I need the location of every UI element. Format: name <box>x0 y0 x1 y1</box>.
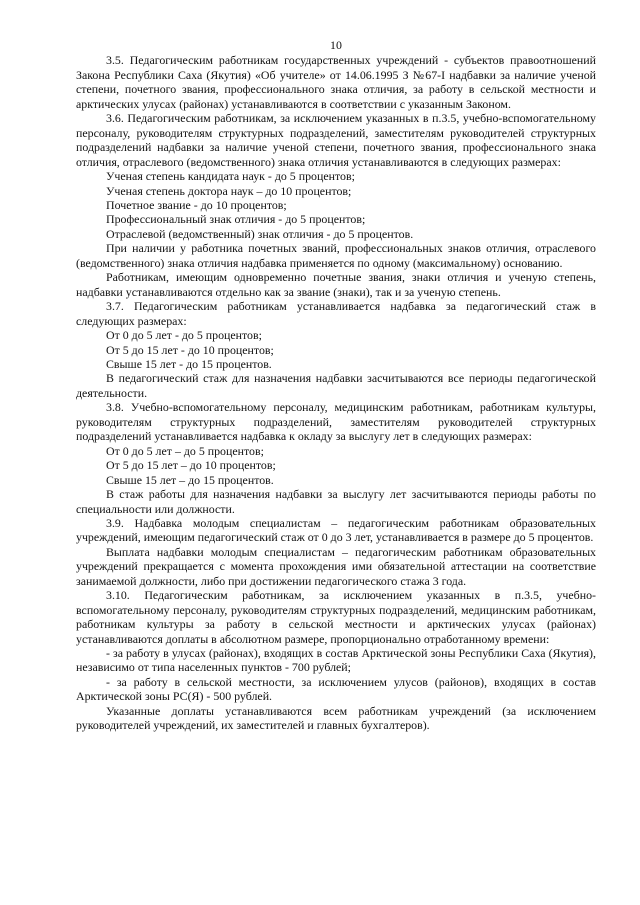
list-item-honorary-title: Почетное звание - до 10 процентов; <box>106 197 287 212</box>
list-item-ped-stage-0-5: От 0 до 5 лет - до 5 процентов; <box>106 328 262 343</box>
list-item-ped-stage-5-15: От 5 до 15 лет - до 10 процентов; <box>106 342 274 357</box>
paragraph-3-9: 3.9. Надбавка молодым специалистам – педагогическим работникам образовательных учреждений, имеющим педагогический стаж от 0 до 3 лет, устанавливается в размере до 5 процентов. <box>76 515 596 545</box>
list-item-professional-badge: Профессиональный знак отличия - до 5 процентов; <box>106 212 366 227</box>
paragraph-3-5: 3.5. Педагогическим работникам государственных учреждений - субъектов правоотношений Закона Республики Саха (Якутия) «Об учителе» от 14.06.1995 З №67-I надбавки за наличие ученой степени, почетного звания, профессионального знака отличия, за работу в сельской местности и арктических улусах (районах) устанавливаются в соответствии с указанным Законом. <box>76 53 596 111</box>
paragraph-3-10: 3.10. Педагогическим работникам, за исключением указанных в п.3.5, учебно-вспомогательному персоналу, руководителям структурных подразделений, медицинским работникам, работникам культуры за работу в сельской местности и арктических улусах (районах) устанавливаются доплаты в абсолютном размере, пропорционально отработанному времени: <box>76 588 596 646</box>
list-item-doctor-degree: Ученая степень доктора наук – до 10 процентов; <box>106 183 352 198</box>
paragraph-3-6: 3.6. Педагогическим работникам, за исключением указанных в п.3.5, учебно-вспомогательному персоналу, руководителям структурных подразделений, заместителям руководителей структурных подразделений надбавки за наличие ученой степени, почетного звания, профессионального знака отличия, отраслевого (ведомственного) знака отличия устанавливаются в следующих размерах: <box>76 111 596 169</box>
paragraph-rural-payment: - за работу в сельской местности, за исключением улусов (районов), входящих в состав Арктической зоны РС(Я) - 500 рублей. <box>76 674 596 704</box>
paragraph-arctic-payment: - за работу в улусах (районах), входящих в состав Арктической зоны Республики Саха (Якутия), независимо от типа населенных пунктов - 700 рублей; <box>76 646 596 675</box>
paragraph-3-8: 3.8. Учебно-вспомогательному персоналу, медицинским работникам, работникам культуры, руководителям структурных подразделений, заместителям руководителей структурных подразделений устанавливается надбавка к окладу за выслугу лет в следующих размерах: <box>76 400 596 444</box>
list-item-service-15-plus: Свыше 15 лет – до 15 процентов. <box>106 472 274 487</box>
list-item-service-5-15: От 5 до 15 лет – до 10 процентов; <box>106 458 276 473</box>
page-number: 10 <box>330 38 342 52</box>
paragraph-multiple-titles: При наличии у работника почетных званий, профессиональных знаков отличия, отраслевого (ведомственного) знака отличия надбавка применяется по одному (максимальному) основанию. <box>76 241 596 270</box>
list-item-branch-badge: Отраслевой (ведомственный) знак отличия - до 5 процентов. <box>106 226 414 241</box>
paragraph-3-7: 3.7. Педагогическим работникам устанавливается надбавка за педагогический стаж в следующих размерах: <box>76 299 596 328</box>
paragraph-young-specialist-stop: Выплата надбавки молодым специалистам – педагогическим работникам образовательных учреждений прекращается с момента прохождения ими обязательной аттестации на соответствие занимаемой должности, либо при достижении педагогического стажа 3 года. <box>76 544 596 588</box>
paragraph-payment-scope: Указанные доплаты устанавливаются всем работникам учреждений (за исключением руководителей учреждений, их заместителей и главных бухгалтеров). <box>76 703 596 733</box>
list-item-ped-stage-15-plus: Свыше 15 лет - до 15 процентов. <box>106 356 272 371</box>
list-item-service-0-5: От 0 до 5 лет – до 5 процентов; <box>106 443 264 458</box>
paragraph-separate-allowance: Работникам, имеющим одновременно почетные звания, знаки отличия и ученую степень, надбавки устанавливаются отдельно как за звание (знаки), так и за ученую степень. <box>76 270 596 299</box>
list-item-candidate-degree: Ученая степень кандидата наук - до 5 процентов; <box>106 169 355 184</box>
paragraph-service-periods: В стаж работы для назначения надбавки за выслугу лет засчитываются периоды работы по специальности или должности. <box>76 487 596 516</box>
paragraph-ped-stage-periods: В педагогический стаж для назначения надбавки засчитываются все периоды педагогической деятельности. <box>76 371 596 400</box>
